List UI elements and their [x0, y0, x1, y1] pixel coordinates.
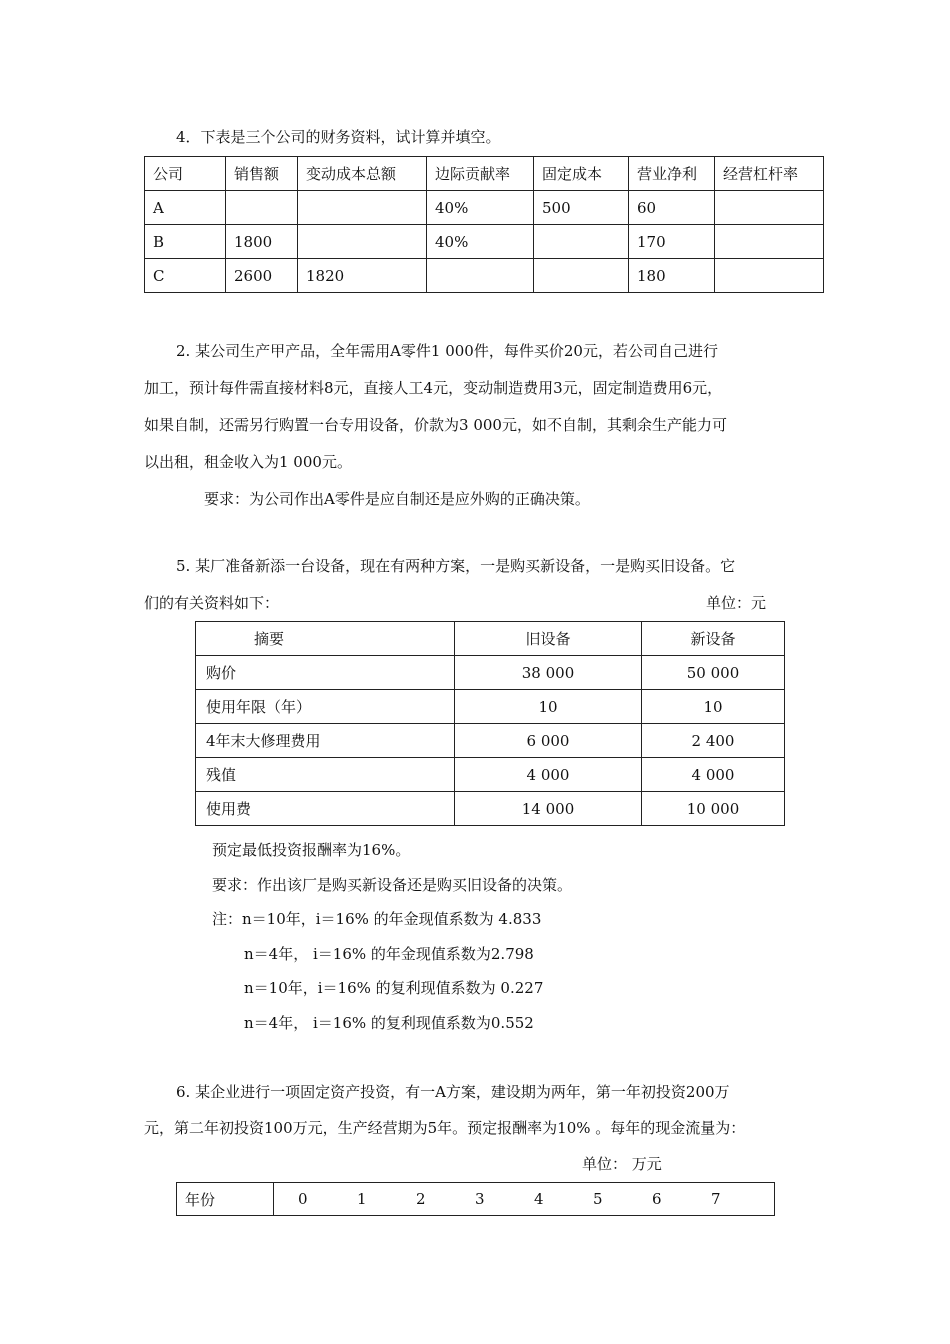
table-cell: 4 000: [455, 758, 642, 792]
table-row: [196, 690, 785, 724]
table-cell: 4 000: [642, 758, 785, 792]
q5-requirement: 要求：作出该厂是购买新设备还是购买旧设备的决策。: [212, 876, 573, 894]
table-cell: 14 000: [455, 792, 642, 826]
table-cell: A: [145, 191, 226, 225]
table-cell: 购价: [196, 656, 455, 690]
table-row: [177, 1183, 775, 1216]
year-label: 3: [475, 1190, 485, 1208]
table-cell: [715, 191, 824, 225]
table-cell: [715, 225, 824, 259]
table-cell: 10: [642, 690, 785, 724]
year-label: 4: [534, 1190, 544, 1208]
year-label: 1: [357, 1190, 367, 1208]
table-header-row: [145, 157, 824, 191]
q6-line: 6. 某企业进行一项固定资产投资，有一A方案，建设期为两年，第一年初投资200万: [176, 1083, 730, 1101]
q5-table: [195, 621, 785, 826]
table-cell: [226, 191, 298, 225]
table-cell: 2600: [226, 259, 298, 293]
table-header-cell: 摘要: [196, 622, 455, 656]
table-cell: 6 000: [455, 724, 642, 758]
q2-line: 如果自制，还需另行购置一台专用设备，价款为3 000元，如不自制，其剩余生产能力可: [144, 416, 727, 434]
table-cell: 60: [629, 191, 715, 225]
q5-line: 5. 某厂准备新添一台设备，现在有两种方案，一是购买新设备，一是购买旧设备。它: [176, 557, 736, 575]
q4-title: 4．下表是三个公司的财务资料，试计算并填空。: [176, 128, 501, 146]
year-label: 5: [593, 1190, 603, 1208]
q5-note: n＝10年，i＝16% 的复利现值系数为 0.227: [244, 979, 544, 997]
table-cell: 4年末大修理费用: [196, 724, 455, 758]
table-cell: 170: [629, 225, 715, 259]
table-cell: [427, 259, 534, 293]
table-cell: [715, 259, 824, 293]
table-cell: 10 000: [642, 792, 785, 826]
q2-line: 加工，预计每件需直接材料8元，直接人工4元，变动制造费用3元，固定制造费用6元，: [144, 379, 723, 397]
q5-note: n＝4年， i＝16% 的年金现值系数为2.798: [244, 945, 534, 963]
q4-table: [144, 156, 824, 293]
table-cell: 500: [534, 191, 629, 225]
table-cell: 10: [455, 690, 642, 724]
table-header-cell: 公司: [145, 157, 226, 191]
table-header-cell: 边际贡献率: [427, 157, 534, 191]
q5-note: 注：n＝10年，i＝16% 的年金现值系数为 4.833: [212, 910, 542, 928]
q5-line: 们的有关资料如下：: [144, 594, 280, 612]
table-row: [196, 758, 785, 792]
table-cell: 年份: [177, 1183, 274, 1216]
table-cell: B: [145, 225, 226, 259]
q6-table: [176, 1182, 775, 1216]
years-cell: [274, 1183, 775, 1216]
q2-line: 以出租，租金收入为1 000元。: [144, 453, 352, 471]
table-header-cell: 变动成本总额: [298, 157, 427, 191]
table-cell: [534, 259, 629, 293]
q5-note: n＝4年， i＝16% 的复利现值系数为0.552: [244, 1014, 534, 1032]
table-row: [145, 191, 824, 225]
table-header-cell: 销售额: [226, 157, 298, 191]
table-header-cell: 固定成本: [534, 157, 629, 191]
table-header-cell: 营业净利: [629, 157, 715, 191]
table-header-cell: 经营杠杆率: [715, 157, 824, 191]
table-cell: 残值: [196, 758, 455, 792]
table-cell: 使用年限（年）: [196, 690, 455, 724]
q6-unit: 单位： 万元: [582, 1155, 662, 1173]
table-cell: 38 000: [455, 656, 642, 690]
table-header-cell: 旧设备: [455, 622, 642, 656]
year-label: 2: [416, 1190, 426, 1208]
table-cell: 使用费: [196, 792, 455, 826]
table-cell: [298, 225, 427, 259]
q5-rate: 预定最低投资报酬率为16%。: [212, 841, 411, 859]
table-row: [196, 792, 785, 826]
table-cell: C: [145, 259, 226, 293]
table-header-row: [196, 622, 785, 656]
table-row: [196, 656, 785, 690]
q2-requirement: 要求：为公司作出A零件是应自制还是应外购的正确决策。: [204, 490, 590, 508]
year-label: 0: [298, 1190, 308, 1208]
table-row: [196, 724, 785, 758]
table-cell: [534, 225, 629, 259]
table-cell: 50 000: [642, 656, 785, 690]
year-label: 6: [652, 1190, 662, 1208]
table-cell: 40%: [427, 225, 534, 259]
table-row: [145, 259, 824, 293]
table-cell: 40%: [427, 191, 534, 225]
table-cell: [298, 191, 427, 225]
table-row: [145, 225, 824, 259]
table-cell: 180: [629, 259, 715, 293]
q2-line: 2. 某公司生产甲产品，全年需用A零件1 000件，每件买价20元，若公司自己进行: [176, 342, 718, 360]
year-label: 7: [711, 1190, 721, 1208]
q6-line: 元，第二年初投资100万元，生产经营期为5年。预定报酬率为10% 。每年的现金流量为：: [144, 1119, 746, 1137]
table-cell: 1800: [226, 225, 298, 259]
q5-unit: 单位：元: [706, 594, 767, 612]
table-cell: 1820: [298, 259, 427, 293]
table-cell: 2 400: [642, 724, 785, 758]
table-header-cell: 新设备: [642, 622, 785, 656]
